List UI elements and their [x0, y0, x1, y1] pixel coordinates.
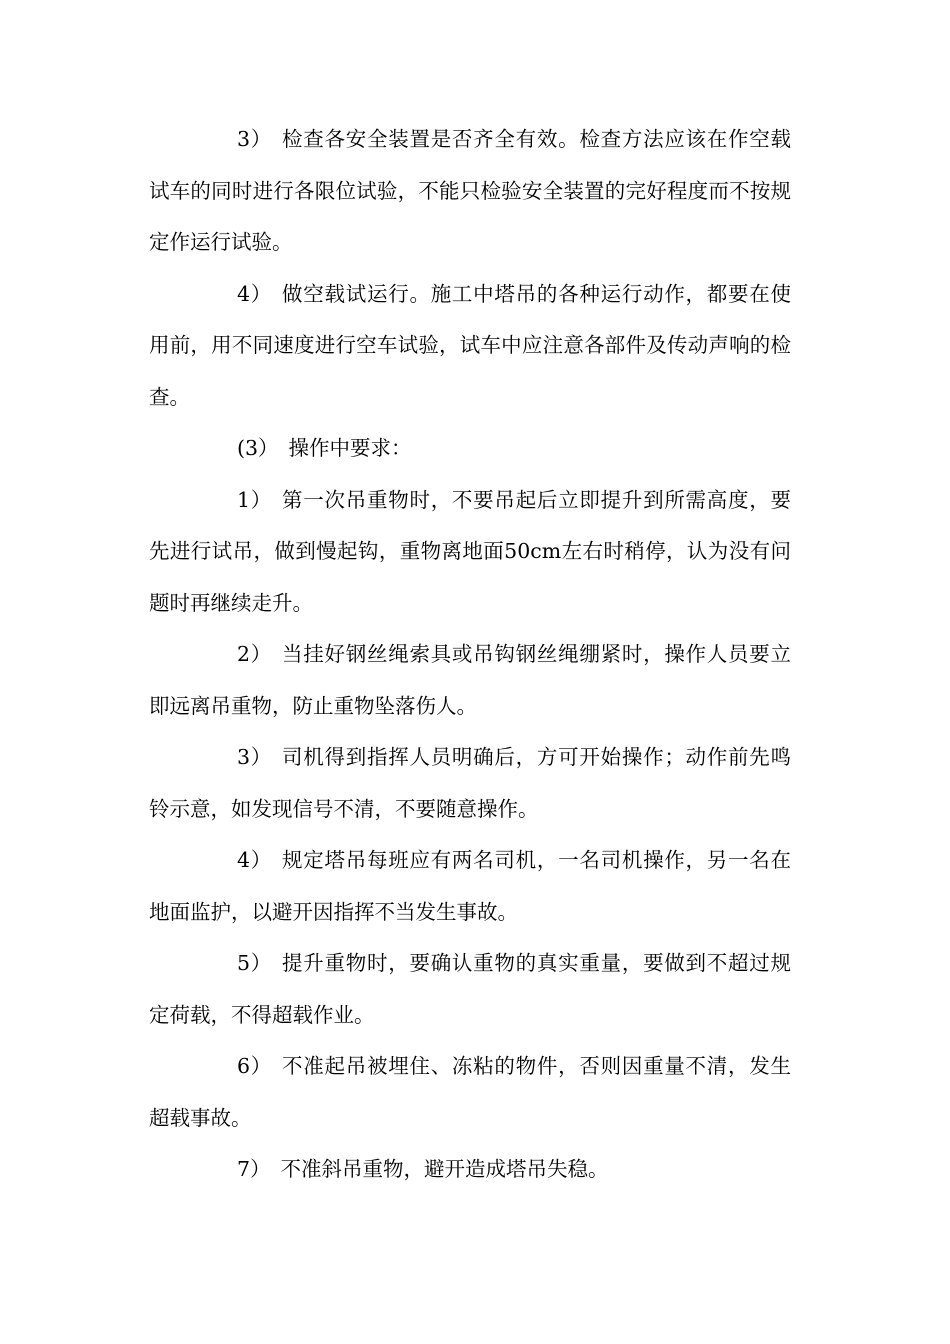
item-number: 6） — [237, 1054, 273, 1078]
item-number: 4） — [237, 281, 273, 306]
paragraph-text: 不准起吊被埋住、冻粘的物件，否则因重量不清，发生超载事故。 — [149, 1054, 792, 1130]
paragraph-6-buried-objects — [149, 1041, 791, 1144]
paragraph-text: 不准斜吊重物，避开造成塔吊失稳。 — [280, 1157, 609, 1181]
paragraph-text: 第一次吊重物时，不要吊起后立即提升到所需高度，要先进行试吊，做到慢起钩，重物离地面50cm左右时稍停，认为没有问题时再继续走升。 — [149, 487, 792, 615]
section-heading-text: 操作中要求： — [288, 436, 412, 460]
paragraph-5-weight-check — [149, 938, 791, 1041]
item-number: 5） — [237, 951, 273, 975]
item-number: 7） — [237, 1157, 271, 1181]
paragraph-text: 司机得到指挥人员明确后，方可开始操作；动作前先鸣铃示意，如发现信号不清，不要随意操作。 — [149, 745, 792, 821]
item-number: 1） — [237, 487, 273, 512]
paragraph-text: 提升重物时，要确认重物的真实重量，要做到不超过规定荷载，不得超载作业。 — [149, 951, 792, 1027]
paragraph-3-signals — [149, 732, 791, 835]
section-number: (3） — [237, 436, 279, 460]
document-body — [149, 114, 791, 1196]
item-number: 3） — [237, 745, 273, 769]
paragraph-text: 检查各安全装置是否齐全有效。检查方法应该在作空载试车的同时进行各限位试验，不能只检验安全装置的完好程度而不按规定作运行试验。 — [149, 127, 792, 254]
paragraph-1-first-lift — [149, 475, 791, 630]
section-heading-operation-requirements — [149, 423, 791, 475]
paragraph-text: 当挂好钢丝绳索具或吊钩钢丝绳绷紧时，操作人员要立即远离吊重物，防止重物坠落伤人。 — [149, 642, 792, 718]
paragraph-text: 做空载试运行。施工中塔吊的各种运行动作，都要在使用前，用不同速度进行空车试验，试车中应注意各部件及传动声响的检查。 — [149, 281, 792, 409]
item-number: 2） — [237, 642, 273, 666]
paragraph-7-no-slant-lift — [149, 1144, 791, 1196]
item-number: 3） — [237, 127, 273, 151]
paragraph-4-two-operators — [149, 835, 791, 938]
paragraph-2-rigging — [149, 629, 791, 732]
paragraph-text: 规定塔吊每班应有两名司机，一名司机操作，另一名在地面监护，以避开因指挥不当发生事故。 — [149, 848, 792, 924]
paragraph-4-no-load-test — [149, 269, 791, 424]
item-number: 4） — [237, 848, 273, 872]
paragraph-3-safety-devices — [149, 114, 791, 269]
